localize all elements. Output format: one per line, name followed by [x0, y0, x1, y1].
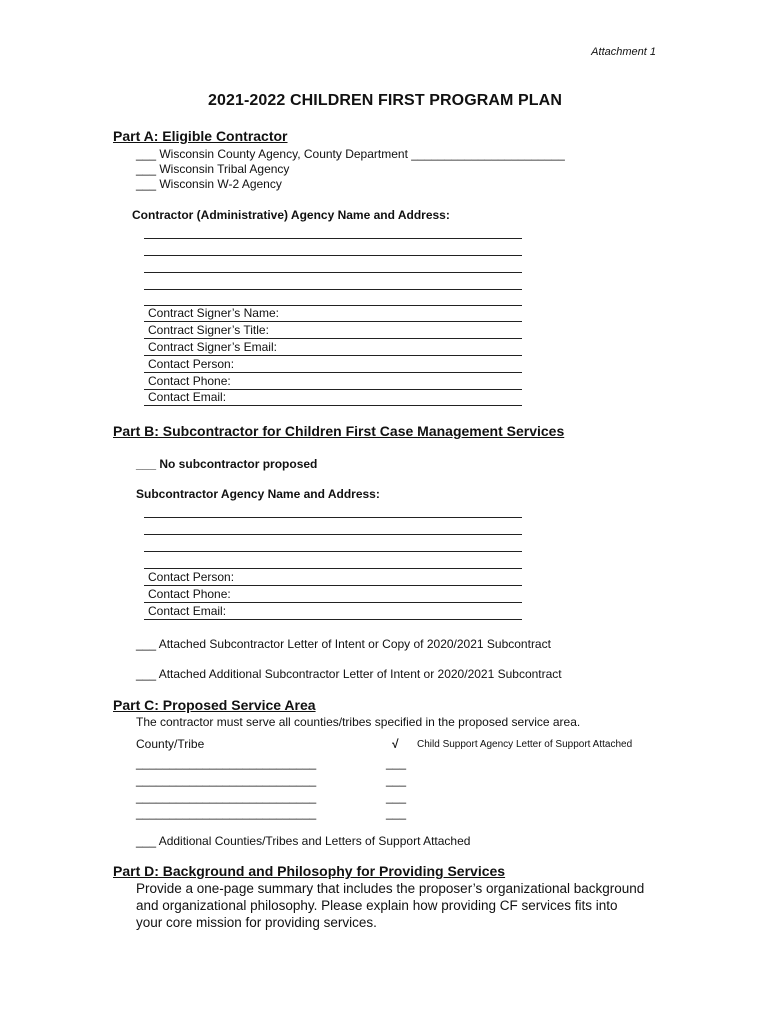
support-check-blank-1[interactable]: ___ [386, 756, 407, 770]
contact-email-label: Contact Email: [148, 390, 227, 404]
service-area-intro: The contractor must serve all counties/tribes specified in the proposed service area. [136, 715, 581, 729]
county-blank-1[interactable]: ___________________________ [136, 756, 317, 770]
sub-contact-phone-label: Contact Phone: [148, 587, 231, 601]
part-a-heading: Part A: Eligible Contractor [113, 128, 288, 144]
option-tribal-agency[interactable]: ___ Wisconsin Tribal Agency [136, 162, 290, 176]
address-line[interactable] [144, 272, 522, 273]
part-d-line-2: and organizational philosophy. Please explain how providing CF services fits into [136, 898, 618, 913]
county-tribe-label: County/Tribe [136, 737, 205, 751]
sub-contact-email-label: Contact Email: [148, 604, 227, 618]
contractor-agency-label: Contractor (Administrative) Agency Name and Address: [132, 208, 450, 222]
county-blank-4[interactable]: ___________________________ [136, 806, 317, 820]
county-blank-3[interactable]: ___________________________ [136, 790, 317, 804]
contract-signer-name-field[interactable] [144, 321, 522, 322]
option-attached-additional-subcontract[interactable]: ___ Attached Additional Subcontractor Letter of Intent or 2020/2021 Subcontract [136, 667, 562, 681]
county-blank-2[interactable]: ___________________________ [136, 773, 317, 787]
contact-email-field[interactable] [144, 405, 522, 406]
sub-address-line[interactable] [144, 551, 522, 552]
option-county-agency[interactable]: ___ Wisconsin County Agency, County Department _______________________ [136, 147, 565, 161]
address-line[interactable] [144, 238, 522, 239]
attachment-label: Attachment 1 [591, 46, 656, 58]
option-attached-subcontract[interactable]: ___ Attached Subcontractor Letter of Intent or Copy of 2020/2021 Subcontract [136, 637, 551, 651]
sub-contact-person-label: Contact Person: [148, 570, 235, 584]
contract-signer-email-field[interactable] [144, 355, 522, 356]
contact-phone-label: Contact Phone: [148, 374, 231, 388]
contract-signer-name-label: Contract Signer’s Name: [148, 306, 279, 320]
part-b-heading: Part B: Subcontractor for Children First Case Management Services [113, 423, 565, 439]
option-no-subcontractor[interactable]: ___ No subcontractor proposed [136, 457, 318, 471]
sub-contact-phone-field[interactable] [144, 602, 522, 603]
support-check-blank-3[interactable]: ___ [386, 790, 407, 804]
sub-contact-email-field[interactable] [144, 619, 522, 620]
part-d-line-3: your core mission for providing services. [136, 915, 377, 930]
contract-signer-email-label: Contract Signer’s Email: [148, 340, 277, 354]
subcontractor-agency-label: Subcontractor Agency Name and Address: [136, 487, 380, 501]
support-check-blank-4[interactable]: ___ [386, 806, 407, 820]
support-letter-label: Child Support Agency Letter of Support Attached [417, 739, 633, 750]
contact-person-label: Contact Person: [148, 357, 235, 371]
contact-person-field[interactable] [144, 372, 522, 373]
part-c-heading: Part C: Proposed Service Area [113, 697, 316, 713]
address-line[interactable] [144, 255, 522, 256]
contract-signer-title-label: Contract Signer’s Title: [148, 323, 269, 337]
sub-address-line[interactable] [144, 534, 522, 535]
sub-address-line[interactable] [144, 568, 522, 569]
option-w2-agency[interactable]: ___ Wisconsin W-2 Agency [136, 177, 282, 191]
part-d-line-1: Provide a one-page summary that includes the proposer’s organizational background [136, 881, 645, 896]
option-additional-counties[interactable]: ___ Additional Counties/Tribes and Letters of Support Attached [136, 834, 471, 848]
check-mark-icon: √ [392, 737, 399, 751]
contract-signer-title-field[interactable] [144, 338, 522, 339]
page-title: 2021-2022 CHILDREN FIRST PROGRAM PLAN [208, 92, 562, 109]
sub-contact-person-field[interactable] [144, 585, 522, 586]
address-line[interactable] [144, 289, 522, 290]
part-d-heading: Part D: Background and Philosophy for Providing Services [113, 863, 506, 879]
support-check-blank-2[interactable]: ___ [386, 773, 407, 787]
sub-address-line[interactable] [144, 517, 522, 518]
